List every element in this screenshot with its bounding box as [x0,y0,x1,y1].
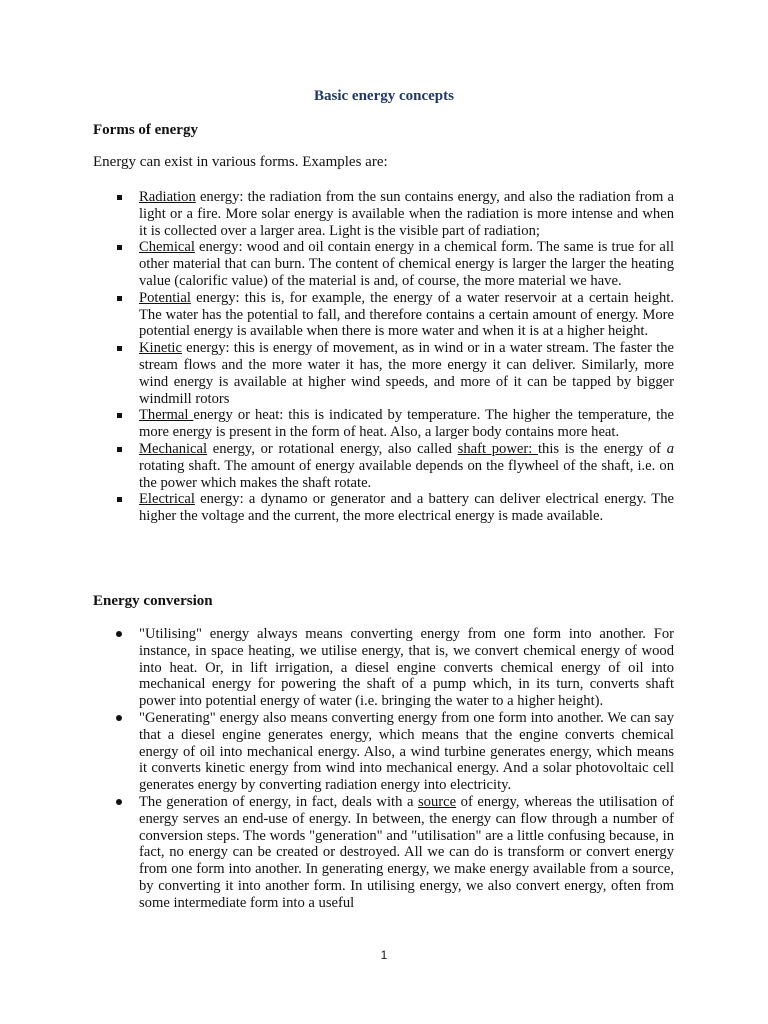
list-item-electrical: Electrical energy: a dynamo or generator and a battery can deliver electrical energy. The higher the voltage and the current, the more electrical energy is made available. [139,491,674,525]
document-title: Basic energy concepts [314,88,454,104]
list-item-generating: "Generating" energy also means converting energy from one form into another. We can say that a diesel engine generates energy, which means that the engine converts chemical energy of oil into mechanical energy. Also, a wind turbine generates energy, which means it converts kinetic energy from wind into mechanical energy. And a solar photovoltaic cell generates energy by converting radiation energy into electricity. [139,710,674,794]
term-potential: Potential [139,289,191,306]
list-item-thermal: Thermal energy or heat: this is indicated by temperature. The higher the temperature, the more energy is present in the form of heat. Also, a larger body contains more heat. [139,407,674,441]
square-bullet-icon [117,296,122,301]
term-thermal: Thermal [139,407,194,424]
square-bullet-icon [117,447,122,452]
term-kinetic: Kinetic [139,340,182,357]
term-source: source [418,793,457,810]
square-bullet-icon [117,346,122,351]
list-item-mechanical: Mechanical energy, or rotational energy, also called shaft power: this is the energy of a rotating shaft. The amount of energy available depends on the flywheel of the shaft, i.e. on the power which makes the shaft rotate. [139,441,674,491]
round-bullet-icon [116,715,122,721]
round-bullet-icon [116,799,122,805]
term-shaft-power: shaft power: [457,440,538,457]
list-item-potential: Potential energy: this is, for example, the energy of a water reservoir at a certain height. The water has the potential to fall, and therefore contains a certain amount of energy. More potential energy is available when there is more water and when it is at a higher height. [139,290,674,340]
forms-intro-paragraph: Energy can exist in various forms. Examples are: [93,154,388,170]
square-bullet-icon [117,245,122,250]
square-bullet-icon [117,195,122,200]
round-bullet-icon [116,631,122,637]
list-item-generation-utilisation: The generation of energy, in fact, deals with a source of energy, whereas the utilisation of energy serves an end-use of energy. In between, the energy can flow through a number of conversion steps. The words "generation" and "utilisation" are a little confusing because, in fact, no energy can be created or destroyed. All we can do is transform or convert energy from one form into another. In generating energy, we make energy available from a source, by converting it into another form. In utilising energy, we also convert energy, often from some intermediate form into a useful [139,794,674,912]
square-bullet-icon [117,497,122,502]
list-item-kinetic: Kinetic energy: this is energy of movement, as in wind or in a water stream. The faster the stream flows and the more water it has, the more energy it can deliver. Similarly, more wind energy is available at higher wind speeds, and more of it can be tapped by bigger windmill rotors [139,340,674,407]
energy-conversion-list [139,626,674,912]
list-item-utilising: "Utilising" energy always means converting energy from one form into another. For instance, in space heating, we utilise energy, that is, we convert chemical energy of wood into heat. Or, in lift irrigation, a diesel engine converts chemical energy of oil into mechanical energy for powering the shaft of a pump which, in its turn, converts shaft power into potential energy of water (i.e. bringing the water to a higher height). [139,626,674,710]
list-item-radiation: Radiation energy: the radiation from the sun contains energy, and also the radiation from a light or a fire. More solar energy is available when the radiation is more intense and when it is collected over a larger area. Light is the visible part of radiation; [139,189,674,239]
term-electrical: Electrical [139,491,195,508]
page-number: 1 [380,948,388,962]
square-bullet-icon [117,413,122,418]
term-mechanical: Mechanical [139,440,208,457]
list-item-chemical: Chemical energy: wood and oil contain energy in a chemical form. The same is true for all other material that can burn. The content of chemical energy is larger the larger the heating value (calorific value) of the material is and, of course, the more material we have. [139,239,674,289]
section-heading-conversion: Energy conversion [93,593,213,609]
term-chemical: Chemical [139,239,195,256]
section-heading-forms: Forms of energy [93,122,198,138]
term-radiation: Radiation [139,189,196,205]
forms-of-energy-list [139,189,674,525]
